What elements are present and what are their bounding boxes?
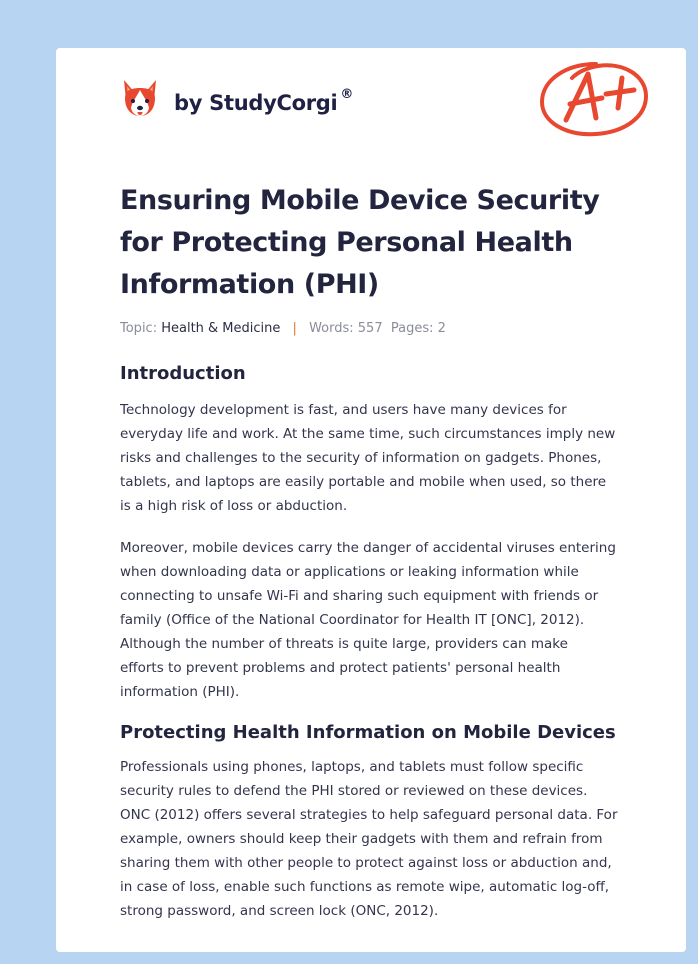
paragraph <box>120 536 632 704</box>
section-heading-introduction: Introduction <box>120 363 246 384</box>
topic-label: Topic: <box>120 321 158 336</box>
pages-count: 2 <box>437 321 446 336</box>
text-line: connecting to unsafe Wi-Fi and sharing such equipment with friends or <box>120 588 599 604</box>
text-line: strong password, and screen lock (ONC, 2012). <box>120 903 439 919</box>
text-line: family (Office of the National Coordinator for Health IT [ONC], 2012). <box>120 612 585 628</box>
text-line: example, owners should keep their gadgets with them and refrain from <box>120 831 603 847</box>
text-line: everyday life and work. At the same time, such circumstances imply new <box>120 426 616 442</box>
brand-name[interactable] <box>174 87 353 115</box>
text-line: Moreover, mobile devices carry the danger of accidental viruses entering <box>120 540 616 556</box>
meta-separator: | <box>292 321 297 336</box>
trademark-mark: ® <box>340 87 354 102</box>
site-header <box>120 76 353 126</box>
article-meta <box>120 320 632 338</box>
paragraph <box>120 398 632 518</box>
brand-text: by StudyCorgi <box>174 91 338 115</box>
text-line: information (PHI). <box>120 684 240 700</box>
text-line: efforts to prevent problems and protect patients' personal health <box>120 660 561 676</box>
text-line: ONC (2012) offers several strategies to help safeguard personal data. For <box>120 807 618 823</box>
text-line: Technology development is fast, and users have many devices for <box>120 402 567 418</box>
text-line: in case of loss, enable such functions as remote wipe, automatic log-off, <box>120 879 610 895</box>
document-page <box>56 48 686 952</box>
corgi-logo-icon[interactable] <box>120 78 160 124</box>
pages-label: Pages: <box>390 321 434 336</box>
text-line: Professionals using phones, laptops, and tablets must follow specific <box>120 759 584 775</box>
title-line: Information (PHI) <box>120 269 379 300</box>
text-line: sharing them with other people to protect against loss or abduction and, <box>120 855 612 871</box>
words-count: 557 <box>357 321 383 336</box>
text-line: is a high risk of loss or abduction. <box>120 498 348 514</box>
text-line: when downloading data or applications or leaking information while <box>120 564 579 580</box>
topic-link[interactable]: Health & Medicine <box>161 321 281 336</box>
title-line: for Protecting Personal Health <box>120 227 573 258</box>
text-line: risks and challenges to the security of information on gadgets. Phones, <box>120 450 602 466</box>
paragraph <box>120 755 632 923</box>
grade-badge-icon <box>536 58 652 140</box>
words-label: Words: <box>309 321 354 336</box>
article <box>120 180 632 923</box>
page-title <box>120 180 632 306</box>
section-heading-protecting-health-information: Protecting Health Information on Mobile Devices <box>120 722 616 743</box>
title-line: Ensuring Mobile Device Security <box>120 185 600 216</box>
text-line: security rules to defend the PHI stored or reviewed on these devices. <box>120 783 588 799</box>
text-line: tablets, and laptops are easily portable and mobile when used, so there <box>120 474 607 490</box>
text-line: Although the number of threats is quite large, providers can make <box>120 636 568 652</box>
